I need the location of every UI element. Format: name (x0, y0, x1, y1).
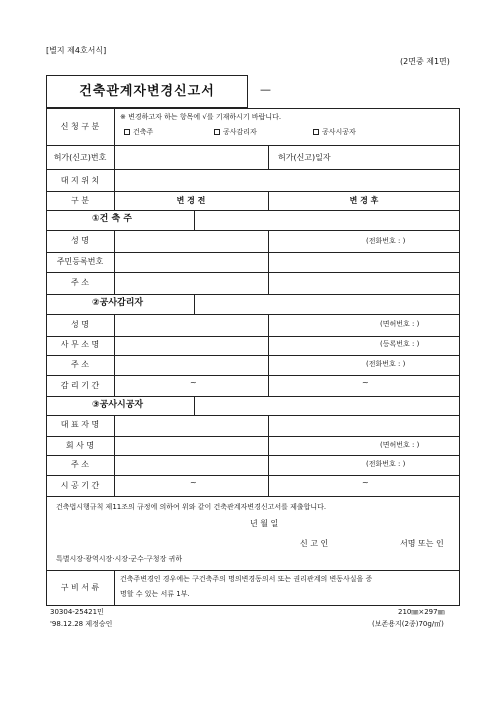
checkbox-owner[interactable] (124, 129, 130, 135)
option-owner[interactable]: 건축주 (124, 129, 153, 136)
permit-no-label: 허가(신고)번호 (53, 153, 107, 162)
contractor-section-title: ③공사시공자 (92, 400, 144, 410)
owner-rrn-label: 주민등록번호 (56, 257, 104, 266)
date-line: 년 월 일 (250, 519, 279, 528)
contractor-period-after: ~ (362, 478, 369, 487)
owner-name-label: 성 명 (71, 236, 89, 245)
supervisor-reg: (등록번호 : ) (380, 340, 420, 348)
title-box (46, 75, 248, 108)
page-title: 건축관계자변경신고서 (79, 84, 215, 99)
division-header: 구 분 (71, 196, 89, 205)
supervisor-name-label: 성 명 (71, 320, 89, 329)
documents-text-1: 건축주변경인 경우에는 구건축주의 명의변경동의서 또는 권리관계의 변동사실을 증 (120, 575, 373, 583)
checkbox-contractor[interactable] (313, 129, 319, 135)
before-header: 변 경 전 (176, 196, 206, 205)
page-info: (2면중 제1면) (400, 57, 450, 66)
permit-date-field[interactable] (340, 146, 458, 168)
supervisor-office-label: 사 무 소 명 (60, 340, 100, 349)
permit-date-label: 허가(신고)일자 (278, 153, 331, 162)
footer-size: 210㎜×297㎜ (398, 608, 445, 616)
signature-label: 서명 또는 인 (400, 539, 444, 548)
contractor-license: (면허번호 : ) (380, 441, 420, 449)
request-type-label: 신 청 구 분 (60, 122, 100, 131)
title-mark: — (260, 83, 271, 96)
owner-address-label: 주 소 (71, 278, 89, 287)
contractor-period-before: ~ (190, 478, 197, 487)
site-location-label: 대 지 위 치 (60, 176, 100, 185)
contractor-phone: (전화번호 : ) (366, 460, 406, 468)
supervisor-license: (면허번호 : ) (380, 320, 420, 328)
option-contractor[interactable]: 공사시공자 (313, 129, 356, 136)
supervisor-phone: (전화번호 : ) (366, 360, 406, 368)
permit-no-field[interactable] (116, 146, 266, 168)
owner-phone: (전화번호 : ) (366, 237, 406, 245)
option-supervisor[interactable]: 공사감리자 (214, 129, 257, 136)
contractor-address-label: 주 소 (71, 460, 89, 469)
form-code: [별지 제4호서식] (46, 46, 107, 55)
after-header: 변 경 후 (349, 196, 379, 205)
documents-label: 구 비 서 류 (60, 583, 100, 592)
footer-code: 30304-25421민 (50, 608, 104, 616)
footer-paper: (보존용지(2종)70g/㎡) (372, 620, 444, 628)
supervisor-period-label: 감 리 기 간 (60, 381, 100, 390)
supervisor-section-title: ②공사감리자 (92, 298, 144, 308)
addressee: 특별시장·광역시장·시장·군수·구청장 귀하 (56, 555, 183, 563)
declaration-text: 건축법시행규칙 제11조의 규정에 의하여 위와 같이 건축관계자변경신고서를 제출합니다. (56, 503, 327, 511)
supervisor-period-before: ~ (190, 378, 197, 387)
supervisor-period-after: ~ (362, 378, 369, 387)
supervisor-address-label: 주 소 (71, 360, 89, 369)
owner-section-title: ①건 축 주 (92, 214, 132, 224)
site-location-field[interactable] (116, 170, 458, 190)
documents-text-2: 명할 수 있는 서류 1부. (120, 590, 190, 598)
request-instruction: ※ 변경하고자 하는 항목에 √를 기재하시기 바랍니다. (120, 113, 282, 121)
contractor-company-label: 회 사 명 (65, 441, 95, 450)
reporter-label: 신 고 인 (300, 539, 329, 548)
contractor-rep-label: 대 표 자 명 (60, 420, 100, 429)
checkbox-supervisor[interactable] (214, 129, 220, 135)
contractor-period-label: 시 공 기 간 (60, 481, 100, 490)
footer-approval: '98.12.28 제정승인 (50, 620, 113, 628)
